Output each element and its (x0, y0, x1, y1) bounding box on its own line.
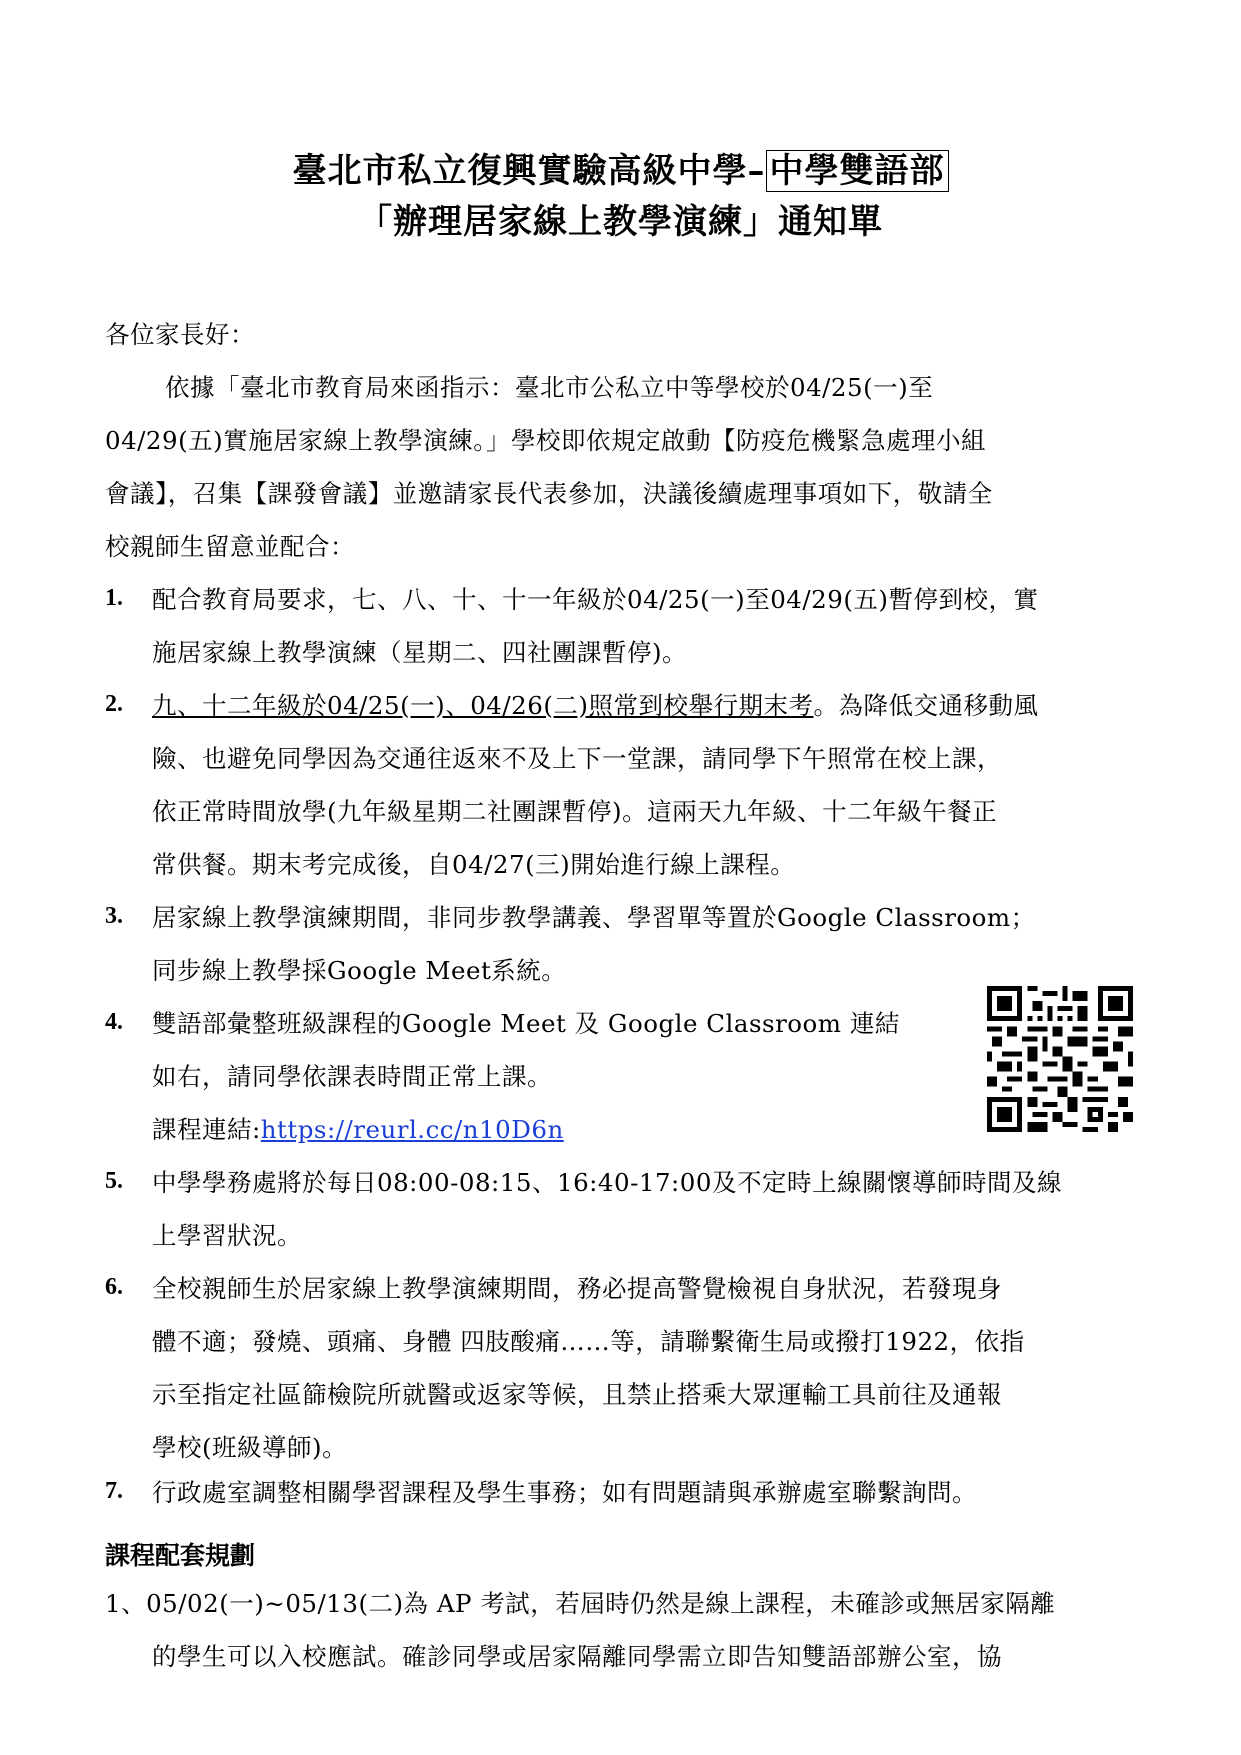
item-line: 險、也避免同學因為交通往返來不及上下一堂課，請同學下午照常在校上課， (152, 744, 1002, 773)
item-line: 上學習狀況。 (152, 1221, 302, 1250)
item-line: 依正常時間放學(九年級星期二社團課暫停)。這兩天九年級、十二年級午餐正 (152, 797, 998, 826)
section-heading: 課程配套規劃 (105, 1541, 256, 1570)
item-line: 同步線上教學採Google Meet系統。 (152, 956, 567, 985)
intro-line: 會議】，召集【課發會議】並邀請家長代表參加，決議後續處理事項如下，敬請全 (105, 479, 993, 508)
page-subtitle: 「辦理居家線上教學演練」通知單 (358, 202, 883, 242)
item-number: 5. (105, 1168, 123, 1194)
item-line: 行政處室調整相關學習課程及學生事務；如有問題請與承辦處室聯繫詢問。 (152, 1478, 977, 1507)
item-line (152, 691, 1038, 720)
item-line-rest: 。為降低交通移動風 (813, 691, 1039, 720)
intro-line: 依據「臺北市教育局來函指示：臺北市公私立中等學校於04/25(一)至 (140, 373, 934, 402)
title-school: 臺北市私立復興實驗高級中學– (292, 151, 766, 191)
item-line: 如右，請同學依課表時間正常上課。 (152, 1062, 552, 1091)
qr-code-icon[interactable] (987, 986, 1133, 1132)
item-number: 1. (105, 585, 123, 611)
item-number: 6. (105, 1274, 123, 1300)
plan-line: 的學生可以入校應試。確診同學或居家隔離同學需立即告知雙語部辦公室，協 (152, 1642, 1002, 1671)
item-line: 常供餐。期末考完成後，自04/27(三)開始進行線上課程。 (152, 850, 796, 879)
intro-line: 校親師生留意並配合： (105, 532, 355, 561)
item-line: 示至指定社區篩檢院所就醫或返家等候，且禁止搭乘大眾運輸工具前往及通報 (152, 1380, 1002, 1409)
item-number: 7. (105, 1478, 123, 1504)
plan-line: 1、05/02(一)~05/13(二)為 AP 考試，若屆時仍然是線上課程，未確診或無居家隔離 (105, 1589, 1056, 1618)
item-line (152, 1115, 564, 1144)
item-number: 3. (105, 903, 123, 929)
item-line: 雙語部彙整班級課程的Google Meet 及 Google Classroom 連結 (152, 1009, 900, 1038)
item-line: 全校親師生於居家線上教學演練期間，務必提高警覺檢視自身狀況，若發現身 (152, 1274, 1002, 1303)
intro-line: 04/29(五)實施居家線上教學演練。」學校即依規定啟動【防疫危機緊急處理小組 (105, 426, 986, 455)
item-line: 配合教育局要求，七、八、十、十一年級於04/25(一)至04/29(五)暫停到校，實 (152, 585, 1039, 614)
greeting: 各位家長好： (105, 320, 255, 349)
item-line: 體不適；發燒、頭痛、身體 四肢酸痛……等，請聯繫衛生局或撥打1922，依指 (152, 1327, 1025, 1356)
item-line: 居家線上教學演練期間，非同步教學講義、學習單等置於Google Classroom； (152, 903, 1036, 932)
item-number: 4. (105, 1009, 123, 1035)
item-line: 施居家線上教學演練（星期二、四社團課暫停)。 (152, 638, 688, 667)
page-title (0, 143, 1241, 192)
item-number: 2. (105, 691, 123, 717)
item-line: 中學學務處將於每日08:00-08:15、16:40-17:00及不定時上線關懷導師時間及線 (152, 1168, 1062, 1197)
item-line: 學校(班級導師)。 (152, 1433, 348, 1462)
title-department-box: 中學雙語部 (766, 150, 949, 192)
course-link[interactable]: https://reurl.cc/n10D6n (260, 1115, 564, 1144)
underlined-exam-notice: 九、十二年級於04/25(一)、04/26(二)照常到校舉行期末考 (152, 691, 814, 720)
link-label: 課程連結: (152, 1115, 261, 1144)
